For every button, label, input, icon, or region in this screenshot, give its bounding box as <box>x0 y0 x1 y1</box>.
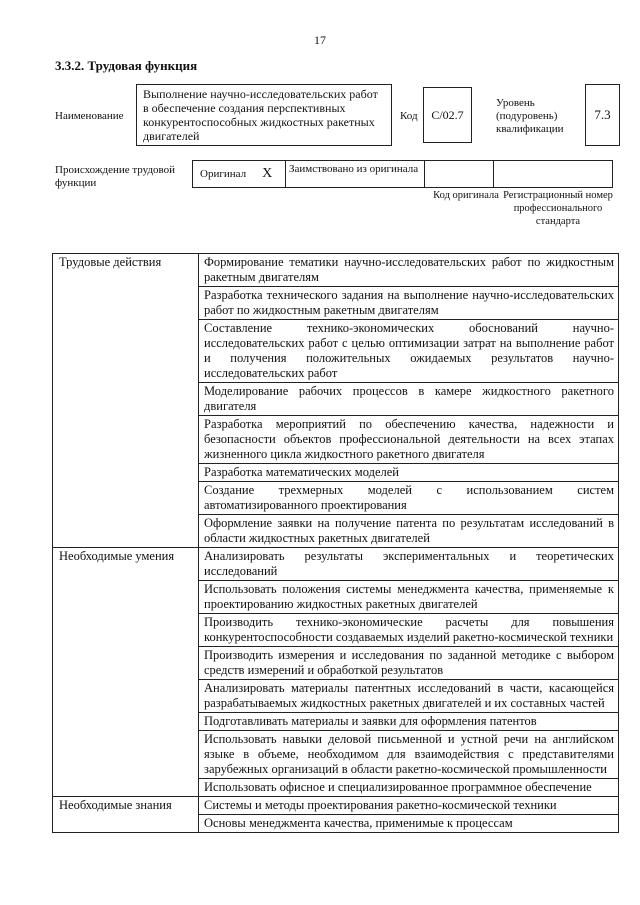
section-item-cell: Производить измерения и исследования по заданной методике с выбором средств измерений и обработкой результатов <box>199 647 619 680</box>
section-item-cell: Составление технико-экономических обоснований научно-исследовательских работ с целью оптимизации затрат на выполнение работ и получения положительных ожидаемых результатов научно-исследовательских работ <box>199 320 619 383</box>
original-label: Оригинал <box>200 168 247 180</box>
labor-function-table <box>52 253 619 833</box>
section-item-cell: Моделирование рабочих процессов в камере жидкостного ракетного двигателя <box>199 383 619 416</box>
section-title-cell: Необходимые знания <box>53 797 199 833</box>
section-title-cell: Необходимые умения <box>53 548 199 797</box>
name-value-box: Выполнение научно-исследовательских работ в обеспечение создания перспективных конкурентоспособных жидкостных ракетных двигателей <box>136 84 392 146</box>
code-original-label: Код оригинала <box>433 190 499 201</box>
section-title: 3.3.2. Трудовая функция <box>55 58 198 73</box>
original-mark: X <box>262 166 273 181</box>
borrowed-cell: Заимствовано из оригинала <box>285 160 425 188</box>
original-cell <box>192 160 286 188</box>
section-item-cell: Разработка мероприятий по обеспечению качества, надежности и безопасности объектов профессиональной деятельности на всех этапах жизненного цикла жидкостного ракетного двигателя <box>199 416 619 464</box>
code-label: Код <box>400 110 418 122</box>
section-item-cell: Анализировать материалы патентных исследований в части, касающейся разрабатываемых жидкостных ракетных двигателей и их составных частей <box>199 680 619 713</box>
section-item-cell: Основы менеджмента качества, применимые к процессам <box>199 815 619 833</box>
code-original-cell <box>424 160 494 188</box>
reg-number-cell <box>493 160 613 188</box>
section-item-cell: Производить технико-экономические расчеты для повышения конкурентоспособности создаваемых изделий ракетно-космической техники <box>199 614 619 647</box>
section-item-cell: Разработка технического задания на выполнение научно-исследовательских работ по жидкостным ракетным двигателям <box>199 287 619 320</box>
page-number: 17 <box>314 33 326 47</box>
table-row <box>53 548 619 581</box>
section-item-cell: Оформление заявки на получение патента по результатам исследований в области жидкостных ракетных двигателей <box>199 515 619 548</box>
table-row <box>53 254 619 287</box>
level-label: Уровень (подуровень) квалификации <box>496 97 564 135</box>
section-title-cell: Трудовые действия <box>53 254 199 548</box>
section-item-cell: Использовать положения системы менеджмента качества, применяемые к проектированию жидкостных ракетных двигателей <box>199 581 619 614</box>
origin-row <box>193 160 615 188</box>
section-item-cell: Подготавливать материалы и заявки для оформления патентов <box>199 713 619 731</box>
table-row <box>53 797 619 815</box>
level-value-box: 7.3 <box>585 84 620 146</box>
code-value-box: С/02.7 <box>423 87 472 143</box>
section-item-cell: Использовать офисное и специализированное программное обеспечение <box>199 779 619 797</box>
section-item-cell: Создание трехмерных моделей с использованием систем автоматизированного проектирования <box>199 482 619 515</box>
section-item-cell: Формирование тематики научно-исследовательских работ по жидкостным ракетным двигателям <box>199 254 619 287</box>
origin-label: Происхождение трудовой функции <box>55 164 176 189</box>
reg-number-label: Регистрационный номер профессионального стандарта <box>503 190 613 227</box>
section-item-cell: Использовать навыки деловой письменной и устной речи на английском языке в объеме, необходимом для взаимодействия с представителями зарубежных организаций в области ракетно-космической промышленности <box>199 731 619 779</box>
section-item-cell: Системы и методы проектирования ракетно-космической техники <box>199 797 619 815</box>
section-item-cell: Разработка математических моделей <box>199 464 619 482</box>
name-label: Наименование <box>55 110 124 122</box>
section-item-cell: Анализировать результаты экспериментальных и теоретических исследований <box>199 548 619 581</box>
